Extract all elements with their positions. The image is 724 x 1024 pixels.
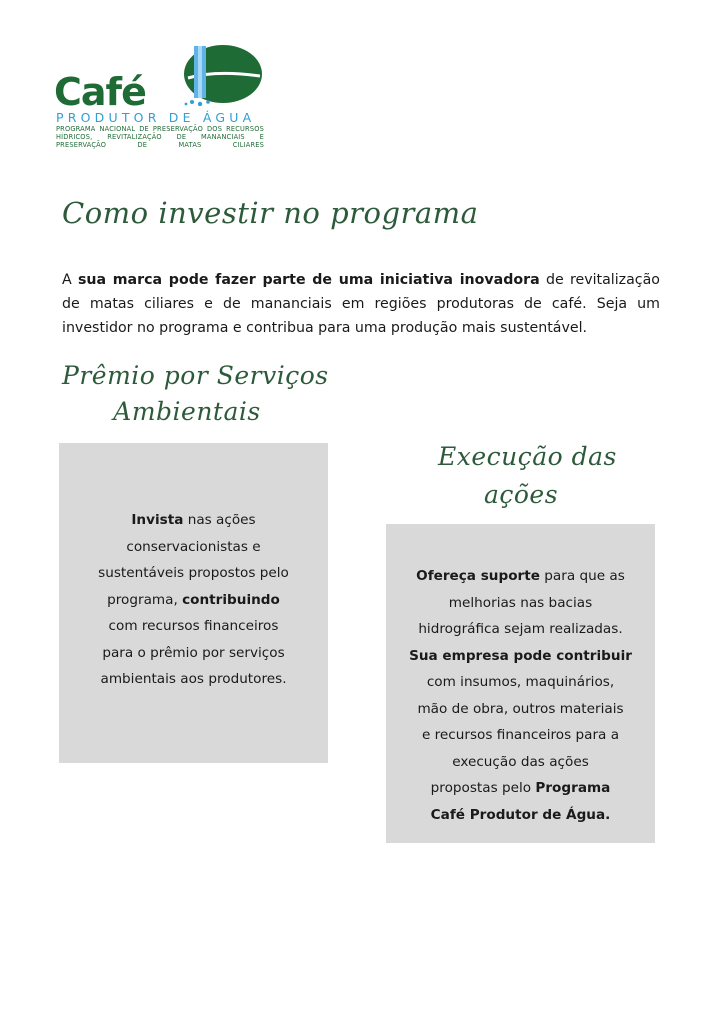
- premio-card-text: [59, 507, 328, 693]
- premio-line: programa, contribuindo: [107, 591, 280, 608]
- logo-description: PROGRAMA NACIONAL DE PRESERVAÇÃO DOS RECURSOS HÍDRICOS, REVITALIZAÇÃO DE MANANCIAIS E PRESERVAÇÃO DE MATAS CILIARES: [56, 125, 264, 149]
- execucao-line: com insumos, maquinários,: [426, 674, 615, 690]
- execucao-line: Sua empresa pode contribuir: [409, 647, 632, 664]
- intro-bold: sua marca pode fazer parte de uma iniciativa inovadora: [77, 272, 540, 289]
- execucao-title-line1: Execução das: [438, 442, 617, 471]
- execucao-card-text: [386, 563, 655, 828]
- execucao-line: mão de obra, outros materiais: [417, 700, 624, 717]
- premio-title-line2: Ambientais: [113, 397, 261, 426]
- intro-paragraph: [62, 268, 660, 340]
- section-title-execucao: [438, 438, 617, 514]
- premio-line: Invista nas ações: [131, 512, 256, 528]
- execucao-line: Café Produtor de Água.: [430, 806, 611, 823]
- execucao-title-line2: ações: [483, 480, 559, 509]
- execucao-line: execução das ações: [452, 753, 589, 770]
- coffee-bean-waterfall-icon: [176, 44, 262, 108]
- premio-line: conservacionistas e: [126, 538, 261, 555]
- execucao-line: e recursos financeiros para a: [421, 727, 620, 743]
- premio-card: [59, 443, 328, 763]
- logo-subtitle: PRODUTOR DE ÁGUA: [56, 110, 256, 125]
- section-title-invest: Como investir no programa: [62, 196, 479, 230]
- premio-line: ambientais aos produtores.: [100, 671, 287, 687]
- intro-lead: A: [62, 272, 78, 289]
- section-title-premio: [62, 358, 329, 430]
- premio-line: com recursos financeiros: [108, 618, 279, 634]
- execucao-line: propostas pelo Programa: [430, 780, 611, 796]
- execucao-card: [386, 524, 655, 843]
- logo: [54, 44, 274, 154]
- premio-line: para o prêmio por serviços: [102, 644, 285, 661]
- execucao-line: Ofereça suporte para que as: [416, 568, 625, 584]
- intro-rest: de revitalização de matas ciliares e de mananciais em regiões produtoras de café. Seja um investidor no programa e contribua para uma produção mais sustentável.: [62, 272, 660, 337]
- execucao-line: melhorias nas bacias: [448, 594, 593, 611]
- premio-title-line1: Prêmio por Serviços: [62, 361, 329, 390]
- execucao-line: hidrográfica sejam realizadas.: [418, 621, 623, 637]
- premio-line: sustentáveis propostos pelo: [98, 565, 289, 581]
- logo-wordmark: Café: [54, 70, 146, 114]
